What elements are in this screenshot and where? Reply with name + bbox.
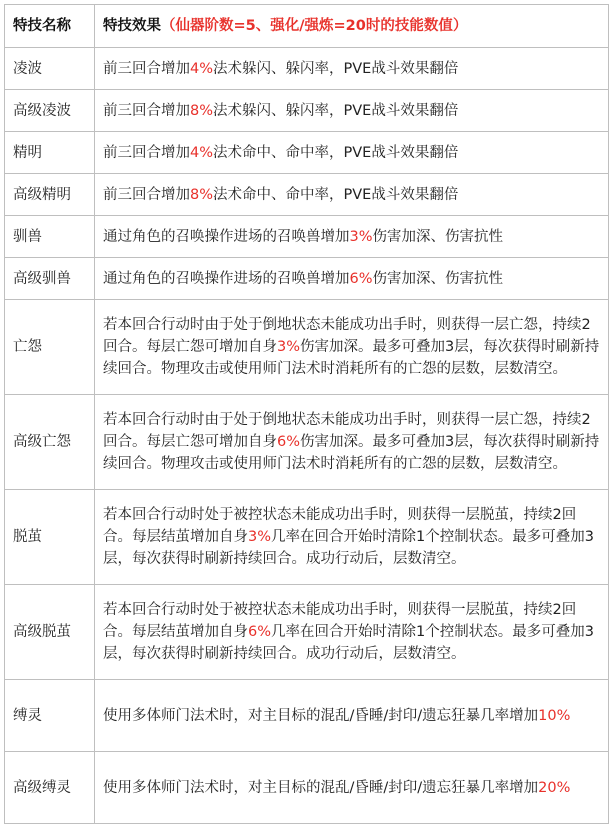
skill-name: 高级脱茧	[5, 585, 95, 680]
effect-text-pre: 若本回合行动时由于处于倒地状态未能成功出手时，则获得一层亡怨，持续2回合。每层亡怨可增加自身	[103, 317, 591, 355]
skill-effect	[95, 216, 609, 258]
effect-value: 3%	[277, 339, 301, 355]
effect-value: 3%	[349, 228, 373, 245]
header-row	[5, 5, 609, 48]
effect-text-post: 几率在回合开始时清除1个控制状态。最多可叠加3层，每次获得时刷新持续回合。成功行动后，层数清空。	[103, 624, 594, 662]
skill-name: 凌波	[5, 48, 95, 90]
effect-text-pre: 使用多体师门法术时，对主目标的混乱/昏睡/封印/遗忘狂暴几率增加	[103, 779, 539, 796]
skill-effect	[95, 585, 609, 680]
skill-effect	[95, 752, 609, 824]
table-row	[5, 490, 609, 585]
table-row	[5, 132, 609, 174]
effect-text-post: 伤害加深、伤害抗性	[372, 228, 504, 245]
skill-effect	[95, 90, 609, 132]
header-effect	[95, 5, 609, 48]
skill-name: 高级亡怨	[5, 395, 95, 490]
effect-text-post: 法术命中、命中率，PVE战斗效果翻倍	[213, 144, 459, 161]
table-row	[5, 90, 609, 132]
skill-effect	[95, 680, 609, 752]
skills-table	[4, 4, 609, 824]
table-row	[5, 216, 609, 258]
effect-text-post: 伤害加深。最多可叠加3层，每次获得时刷新持续回合。物理攻击或使用师门法术时消耗所有的亡怨的层数，层数清空。	[103, 339, 600, 377]
effect-value: 4%	[190, 60, 214, 77]
table-row	[5, 300, 609, 395]
effect-value: 8%	[190, 186, 214, 203]
effect-value: 4%	[190, 144, 214, 161]
table-row	[5, 585, 609, 680]
skill-name: 亡怨	[5, 300, 95, 395]
skill-name: 缚灵	[5, 680, 95, 752]
effect-text-post: 伤害加深。最多可叠加3层，每次获得时刷新持续回合。物理攻击或使用师门法术时消耗所有的亡怨的层数，层数清空。	[103, 434, 600, 472]
table-row	[5, 752, 609, 824]
effect-value: 8%	[190, 102, 214, 119]
skill-effect	[95, 258, 609, 300]
skill-name: 精明	[5, 132, 95, 174]
skill-effect	[95, 48, 609, 90]
effect-text-pre: 前三回合增加	[103, 144, 190, 161]
header-note: （仙器阶数=5、强化/强炼=20时的技能数值）	[161, 18, 468, 34]
header-effect-label: 特技效果	[103, 18, 161, 34]
table-row	[5, 395, 609, 490]
effect-text-post: 伤害加深、伤害抗性	[372, 270, 504, 287]
skill-name: 高级凌波	[5, 90, 95, 132]
skill-effect	[95, 300, 609, 395]
header-name: 特技名称	[5, 5, 95, 48]
effect-value: 6%	[277, 434, 301, 450]
effect-value: 10%	[538, 707, 571, 724]
effect-value: 6%	[248, 624, 272, 640]
skill-effect	[95, 132, 609, 174]
effect-text-pre: 前三回合增加	[103, 102, 190, 119]
effect-value: 6%	[349, 270, 373, 287]
table-row	[5, 174, 609, 216]
effect-text-pre: 前三回合增加	[103, 186, 190, 203]
effect-text-post: 法术躲闪、躲闪率，PVE战斗效果翻倍	[213, 102, 459, 119]
effect-value: 20%	[538, 779, 571, 796]
effect-text-pre: 通过角色的召唤操作进场的召唤兽增加	[103, 228, 350, 245]
skill-name: 脱茧	[5, 490, 95, 585]
skill-name: 驯兽	[5, 216, 95, 258]
skill-name: 高级精明	[5, 174, 95, 216]
effect-text-post: 几率在回合开始时清除1个控制状态。最多可叠加3层，每次获得时刷新持续回合。成功行动后，层数清空。	[103, 529, 594, 567]
skill-effect	[95, 395, 609, 490]
skill-effect	[95, 174, 609, 216]
effect-text-pre: 若本回合行动时处于被控状态未能成功出手时，则获得一层脱茧，持续2回合。每层结茧增加自身	[103, 602, 577, 640]
effect-text-pre: 前三回合增加	[103, 60, 190, 77]
effect-text-pre: 通过角色的召唤操作进场的召唤兽增加	[103, 270, 350, 287]
skill-name: 高级缚灵	[5, 752, 95, 824]
effect-value: 3%	[248, 529, 272, 545]
table-row	[5, 680, 609, 752]
skill-effect	[95, 490, 609, 585]
effect-text-post: 法术躲闪、躲闪率，PVE战斗效果翻倍	[213, 60, 459, 77]
table-row	[5, 48, 609, 90]
table-row	[5, 258, 609, 300]
effect-text-post: 法术命中、命中率，PVE战斗效果翻倍	[213, 186, 459, 203]
effect-text-pre: 若本回合行动时由于处于倒地状态未能成功出手时，则获得一层亡怨，持续2回合。每层亡怨可增加自身	[103, 412, 591, 450]
effect-text-pre: 若本回合行动时处于被控状态未能成功出手时，则获得一层脱茧，持续2回合。每层结茧增加自身	[103, 507, 577, 545]
effect-text-pre: 使用多体师门法术时，对主目标的混乱/昏睡/封印/遗忘狂暴几率增加	[103, 707, 539, 724]
skill-name: 高级驯兽	[5, 258, 95, 300]
